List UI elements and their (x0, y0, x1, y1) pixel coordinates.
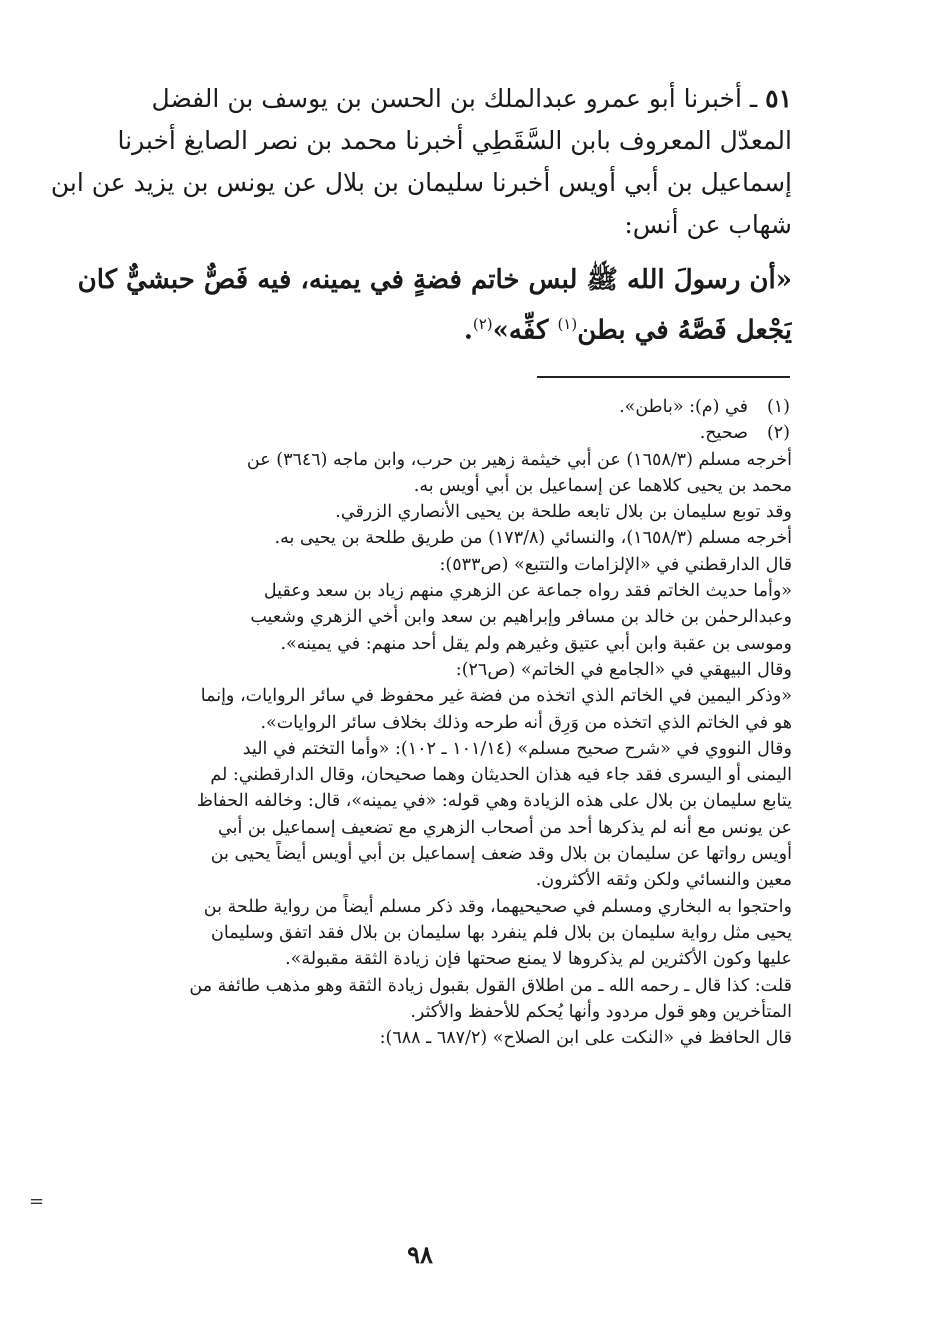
footnote-ref-2: (٢) (472, 315, 493, 333)
footnote-divider (537, 376, 790, 378)
footnote-line: عليها وكون الأكثرين لم يذكروها لا يمنع صحتها فإن زيادة الثقة مقبولة». (285, 949, 792, 970)
footnote-line: واحتجوا به البخاري ومسلم في صحيحيهما، وقد ذكر مسلم أيضاً من رواية طلحة بن (203, 896, 792, 917)
footnote-line: هو في الخاتم الذي اتخذه من وَرِق أنه طرحه وذلك بخلاف سائر الروايات». (260, 712, 792, 733)
footnote-line: وقال النووي في «شرح صحيح مسلم» (١٠١/١٤ ـ ١٠٢): «وأما التختم في اليد (242, 738, 792, 759)
footnote-2-text: صحيح. (699, 423, 748, 444)
matn-line-2-part-c: . (463, 315, 473, 346)
footnote-line: وقال البيهقي في «الجامع في الخاتم» (ص٢٦): (455, 659, 792, 680)
matn-line-2-part-b: كفِّه» (492, 315, 558, 346)
footnotes-block (46, 394, 792, 1051)
hadith-matn (46, 258, 792, 346)
footnote-2-number: (٢) (766, 423, 790, 444)
isnad-line-4: شهاب عن أنس: (624, 210, 792, 239)
footnote-line: «وأما حديث الخاتم فقد رواه جماعة عن الزهري منهم زياد بن سعد وعقيل (263, 581, 792, 602)
footnote-1-text: في (م): «باطن». (619, 397, 748, 417)
footnote-line: قال الحافظ في «النكت على ابن الصلاح» (٦٨٧/٢ ـ ٦٨٨): (379, 1028, 792, 1049)
footnote-line: أخرجه مسلم (١٦٥٨/٣)، والنسائي (١٧٣/٨) من طريق طلحة بن يحيى به. (274, 528, 792, 549)
footnote-line: وموسى بن عقبة وابن أبي عتيق وغيرهم ولم يقل أحد منهم: في يمينه». (280, 633, 792, 654)
footnote-line: المتأخرين وهو قول مردود وأنها يُحكم للأحفظ والأكثر. (410, 1001, 792, 1022)
footnote-line: محمد بن يحيى كلاهما عن إسماعيل بن أبي أويس به. (413, 475, 792, 496)
footnote-line: قلت: كذا قال ـ رحمه الله ـ من اطلاق القول بقبول زيادة الثقة وهو مذهب طائفة من (189, 975, 792, 996)
matn-line-2-part-a: يَجْعل فَصَّهُ في بطن (577, 315, 792, 346)
footnote-line: يتابع سليمان بن بلال على هذه الزيادة وهي قوله: «في يمينه»، قال: وخالفه الحفاظ (196, 791, 792, 812)
footnote-2 (46, 420, 792, 446)
hadith-number: ٥١ (765, 84, 792, 113)
footnote-line: معين والنسائي ولكن وثقه الأكثرون. (535, 870, 792, 891)
matn-line-2 (46, 302, 792, 346)
main-text-block (46, 78, 792, 346)
isnad-line-1-text: ـ أخبرنا أبو عمرو عبدالملك بن الحسن بن يوسف بن الفضل (151, 84, 758, 113)
footnote-line: قال الدارقطني في «الإلزامات والتتبع» (ص٥٣٣): (439, 554, 792, 575)
footnote-1-number: (١) (766, 397, 790, 417)
margin-mark: = (29, 1191, 45, 1212)
footnote-line: وعبدالرحمٰن بن خالد بن مسافر وإبراهيم بن سعد وابن أخي الزهري وشعيب (250, 607, 792, 628)
footnote-line: عن يونس مع أنه لم يذكرها أحد من أصحاب الزهري مع تضعيف إسماعيل بن أبي (218, 817, 792, 838)
footnote-line: أخرجه مسلم (١٦٥٨/٣) عن أبي خيثمة زهير بن حرب، وابن ماجه (٣٦٤٦) عن (246, 449, 792, 470)
matn-line-1: «أن رسولَ الله ﷺ لبس خاتم فضةٍ في يمينه، فيه فَصٌّ حبشيٌّ كان (77, 265, 792, 295)
footnote-line: يحيى مثل رواية سليمان بن بلال فلم ينفرد بها سليمان بن بلال فقد اتفق وسليمان (211, 922, 792, 943)
isnad-line-3: إسماعيل بن أبي أويس أخبرنا سليمان بن بلال عن يونس بن يزيد عن ابن (50, 168, 792, 197)
footnote-1 (46, 394, 792, 420)
page-number: ٩٨ (407, 1240, 433, 1269)
isnad-line-2: المعدّل المعروف بابن السَّقَطِي أخبرنا محمد بن نصر الصايغ أخبرنا (117, 126, 792, 155)
isnad-line-1 (46, 78, 792, 120)
footnote-line: أويس رواتها عن سليمان بن بلال وقد ضعف إسماعيل بن أبي أويس أيضاً يحيى بن (210, 844, 792, 865)
footnote-line: «وذكر اليمين في الخاتم الذي اتخذه من فضة غير محفوظ في سائر الروايات، وإنما (200, 686, 792, 707)
footnote-ref-1: (١) (557, 315, 578, 333)
footnote-line: اليمنى أو اليسرى فقد جاء فيه هذان الحديثان وهما صحيحان، وقال الدارقطني: لم (210, 765, 792, 786)
footnote-line: وقد توبع سليمان بن بلال تابعه طلحة بن يحيى الأنصاري الزرقي. (335, 502, 792, 523)
